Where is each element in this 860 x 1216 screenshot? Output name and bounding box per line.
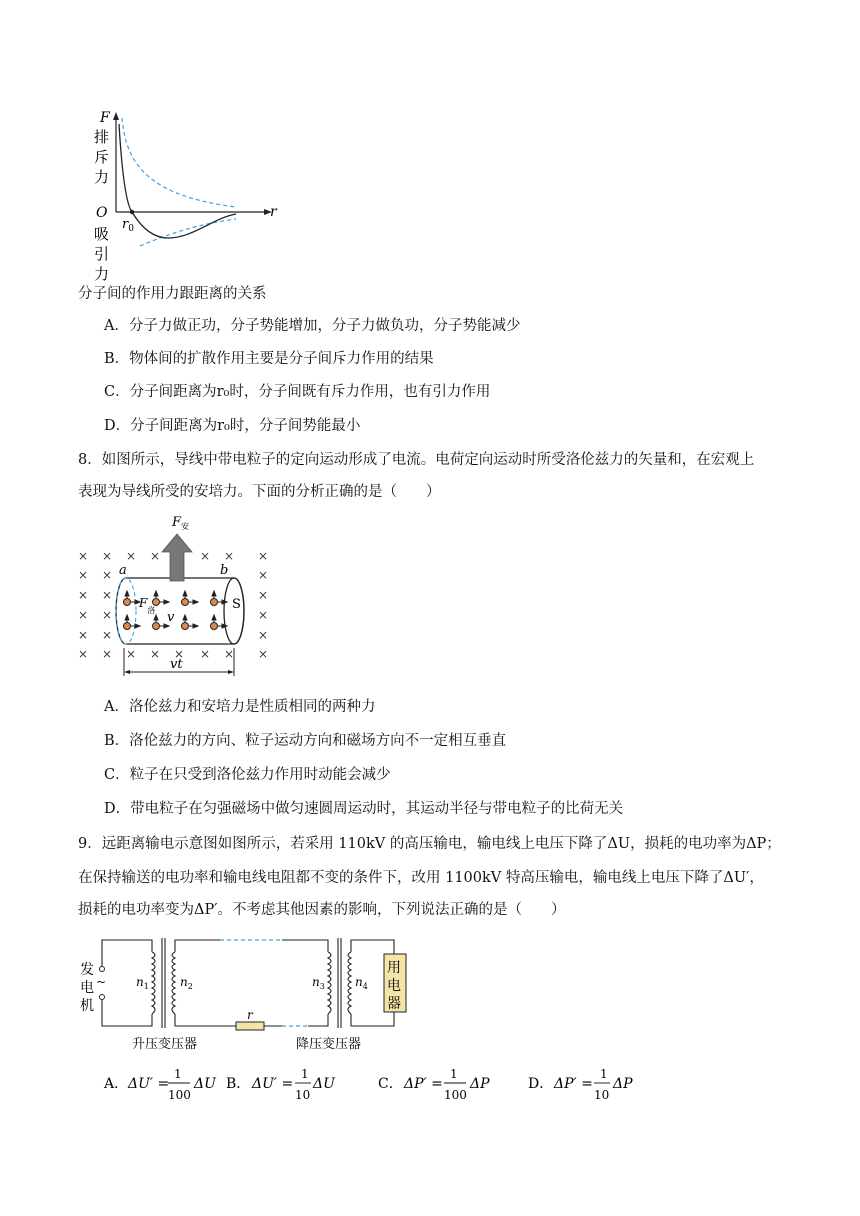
coil-n4 xyxy=(348,952,351,1014)
svg-text:×: × xyxy=(126,647,137,661)
n3-label: $n_3$ xyxy=(312,975,325,991)
r-axis-label: r xyxy=(270,204,277,220)
line-top-right xyxy=(282,940,328,952)
lorentz-wire-figure xyxy=(72,508,282,684)
svg-text:×: × xyxy=(258,647,269,661)
resistor-r-label: r xyxy=(247,1008,253,1022)
n2-label: $n_2$ xyxy=(180,975,193,991)
svg-text:A．: A． xyxy=(104,1076,129,1092)
q9-question-line1: 9．远距离输电示意图如图所示，若采用 110kV 的高压输电，输电线上电压下降了ΔU，损耗的电功率为ΔP； xyxy=(78,836,781,852)
vt-label: vt xyxy=(170,657,183,672)
svg-text:×: × xyxy=(224,549,235,563)
svg-text:×: × xyxy=(102,568,113,582)
coil-n2 xyxy=(172,952,175,1014)
svg-text:×: × xyxy=(150,549,161,563)
ampere-force-arrow xyxy=(162,534,192,581)
svg-text:×: × xyxy=(258,628,269,642)
svg-text:×: × xyxy=(102,628,113,642)
svg-text:×: × xyxy=(224,647,235,661)
velocity-label: v xyxy=(167,610,175,625)
svg-text:ΔP: ΔP xyxy=(613,1076,633,1092)
svg-text:×: × xyxy=(258,588,269,602)
line-top-left xyxy=(175,940,220,952)
load-label-2: 电 xyxy=(387,978,401,994)
q9-question-line3: 损耗的电功率变为ΔP′。不考虑其他因素的影响，下列说法正确的是（ ） xyxy=(78,902,566,918)
svg-text:100: 100 xyxy=(444,1088,467,1102)
svg-text:×: × xyxy=(78,608,89,622)
line-resistor-r xyxy=(236,1022,264,1030)
svg-text:10: 10 xyxy=(295,1088,311,1102)
svg-text:100: 100 xyxy=(168,1088,191,1102)
svg-text:ΔP′ =: ΔP′ = xyxy=(404,1076,443,1092)
load-label-3: 器 xyxy=(387,996,401,1012)
svg-text:×: × xyxy=(102,647,113,661)
coil-n3 xyxy=(328,952,331,1014)
svg-text:10: 10 xyxy=(594,1088,610,1102)
label-S: S xyxy=(232,597,241,612)
svg-text:×: × xyxy=(126,549,137,563)
svg-text:×: × xyxy=(200,549,211,563)
label-b: b xyxy=(220,563,229,578)
svg-text:1: 1 xyxy=(600,1067,608,1081)
power-transmission-figure xyxy=(76,928,416,1056)
line-bottom-left xyxy=(175,1014,236,1026)
svg-text:×: × xyxy=(102,608,113,622)
repulsion-label-1: 排 xyxy=(94,128,110,146)
label-a: a xyxy=(119,563,127,578)
q9-option-c xyxy=(378,1067,490,1102)
ampere-force-label: $F_安$ xyxy=(172,515,190,531)
generator-label-4: 机 xyxy=(80,998,94,1014)
repulsion-label-3: 力 xyxy=(94,168,110,186)
r0-point xyxy=(130,210,134,214)
svg-text:ΔU: ΔU xyxy=(313,1076,335,1092)
attraction-curve xyxy=(140,219,236,246)
repulsion-label-2: 斥 xyxy=(94,148,110,166)
attraction-label-3: 力 xyxy=(94,265,110,283)
svg-text:×: × xyxy=(258,568,269,582)
svg-text:×: × xyxy=(174,647,185,661)
lorentz-force-label: $F_洛$ xyxy=(139,596,156,615)
q8-option-d: D．带电粒子在匀强磁场中做匀速圆周运动时，其运动半径与带电粒子的比荷无关 xyxy=(104,801,624,817)
coil-n1 xyxy=(152,952,155,1014)
svg-text:ΔU: ΔU xyxy=(194,1076,216,1092)
load-label-1: 用 xyxy=(387,960,401,976)
q8-question-line1: 8．如图所示，导线中带电粒子的定向运动形成了电流。电荷定向运动时所受洛伦兹力的矢量和，在宏观上 xyxy=(78,452,755,468)
generator-label-2: 电 xyxy=(80,980,94,996)
force-distance-figure xyxy=(78,104,288,284)
svg-text:D．: D． xyxy=(528,1076,554,1092)
q9-option-d xyxy=(528,1067,633,1102)
n1-label: $n_1$ xyxy=(136,975,149,991)
svg-text:ΔU′ =: ΔU′ = xyxy=(252,1076,294,1092)
q7-option-a: A．分子力做正功，分子势能增加，分子力做负功，分子势能减少 xyxy=(104,318,521,334)
repulsion-curve xyxy=(122,118,236,207)
svg-text:×: × xyxy=(258,549,269,563)
q9-option-b xyxy=(226,1067,336,1102)
q9-options xyxy=(98,1064,658,1110)
q8-option-b: B．洛伦兹力的方向、粒子运动方向和磁场方向不一定相互垂直 xyxy=(104,733,507,749)
f-axis-arrow xyxy=(113,112,119,120)
svg-text:×: × xyxy=(78,549,89,563)
svg-text:B．: B． xyxy=(226,1076,251,1092)
svg-text:1: 1 xyxy=(301,1067,309,1081)
n4-label: $n_4$ xyxy=(355,975,368,991)
svg-text:×: × xyxy=(102,588,113,602)
svg-text:×: × xyxy=(150,647,161,661)
q7-option-d: D．分子间距离为r₀时，分子间势能最小 xyxy=(104,418,361,434)
origin-label: O xyxy=(96,205,108,221)
wire-cylinder xyxy=(116,578,244,644)
r0-label: $r_0$ xyxy=(122,217,134,234)
q9-question-line2: 在保持输送的电功率和输电线电阻都不变的条件下，改用 1100kV 特高压输电，输电线上电压下降了ΔU′， xyxy=(78,870,764,886)
generator-label-1: 发 xyxy=(80,962,94,978)
svg-text:ΔP′ =: ΔP′ = xyxy=(554,1076,593,1092)
svg-text:×: × xyxy=(78,588,89,602)
q8-option-a: A．洛伦兹力和安培力是性质相同的两种力 xyxy=(104,699,376,715)
svg-text:×: × xyxy=(78,628,89,642)
attraction-label-2: 引 xyxy=(94,245,110,263)
q7-option-b: B．物体间的扩散作用主要是分子间斥力作用的结果 xyxy=(104,351,434,367)
svg-text:×: × xyxy=(78,568,89,582)
q8-option-c: C．粒子在只受到洛伦兹力作用时动能会减少 xyxy=(104,767,391,783)
svg-text:C．: C． xyxy=(378,1076,403,1092)
svg-text:×: × xyxy=(258,608,269,622)
q8-question-line2: 表现为导线所受的安培力。下面的分析正确的是（ ） xyxy=(78,484,441,500)
force-figure-caption: 分子间的作用力跟距离的关系 xyxy=(78,286,267,302)
svg-text:×: × xyxy=(200,647,211,661)
resultant-force-curve xyxy=(119,124,236,238)
attraction-label-1: 吸 xyxy=(94,225,110,243)
svg-text:×: × xyxy=(102,549,113,563)
q9-option-a xyxy=(103,1067,217,1102)
f-axis-label: F xyxy=(100,110,110,126)
svg-text:1: 1 xyxy=(174,1067,182,1081)
step-down-transformer-label: 降压变压器 xyxy=(296,1037,362,1052)
svg-text:×: × xyxy=(78,647,89,661)
svg-text:1: 1 xyxy=(450,1067,458,1081)
generator-label-3: ~ xyxy=(96,975,107,989)
q7-option-c: C．分子间距离为r₀时，分子间既有斥力作用，也有引力作用 xyxy=(104,384,491,400)
step-up-transformer-label: 升压变压器 xyxy=(132,1037,198,1052)
svg-text:ΔP: ΔP xyxy=(470,1076,490,1092)
svg-text:ΔU′ =: ΔU′ = xyxy=(128,1076,170,1092)
